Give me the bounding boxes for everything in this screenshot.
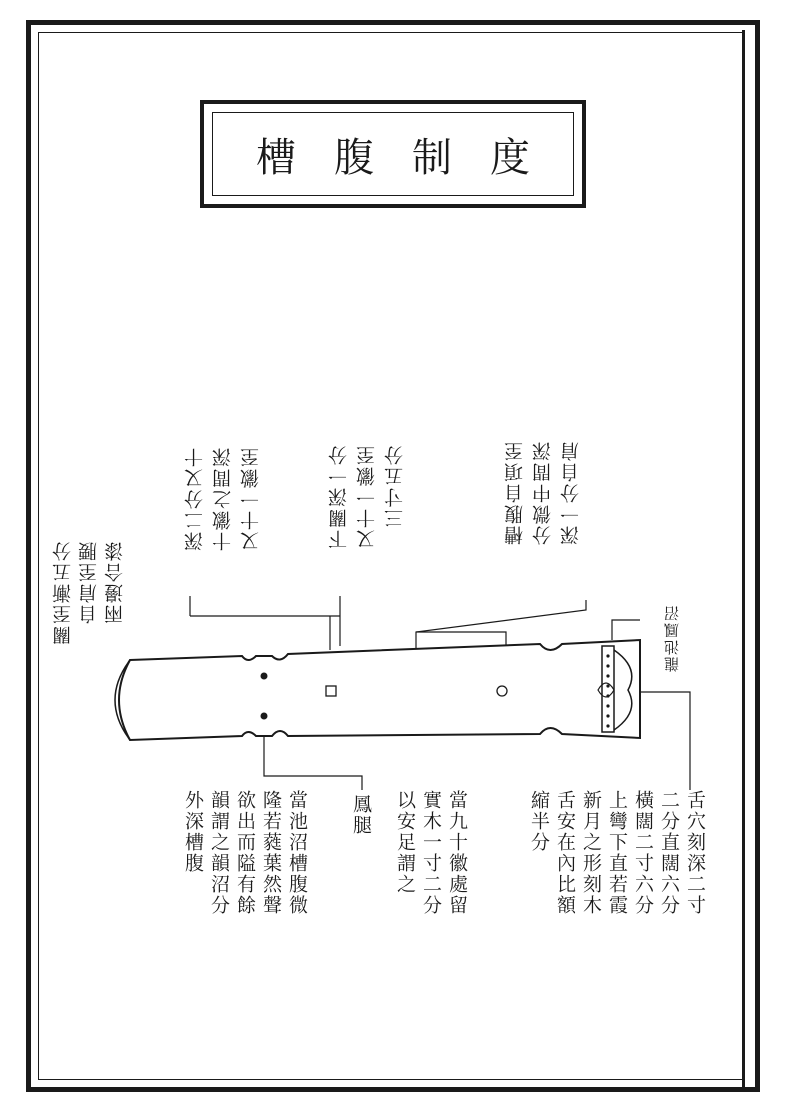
dragon-pool-mark	[326, 686, 336, 696]
tongue-note-line-3: 上彎下直若霞	[606, 790, 628, 916]
top-note-a-line-2: 槽腹自項至	[504, 440, 526, 545]
left-note-line-0: 兩邊合漆	[104, 540, 126, 624]
leader-lines-bottom	[264, 692, 690, 790]
top-note-b-line-0: 三寸五分	[384, 444, 406, 528]
tongue-crescent	[614, 650, 632, 730]
pool-note-line-2: 欲出而隘有餘	[234, 790, 256, 916]
top-note-b-line-1: 又十一徽至	[356, 444, 378, 549]
foot-label-line-0: 鳳腿	[350, 794, 372, 836]
tail-curve	[115, 660, 130, 740]
tongue-note-line-5: 舌安在內比額	[554, 790, 576, 916]
page-title: 槽腹制度	[256, 134, 568, 181]
head-label: 龍池鳳沼	[663, 604, 681, 672]
tongue-slot	[602, 646, 614, 732]
tongue-dots	[606, 654, 609, 727]
top-note-c-line-2: 深二分又十	[184, 446, 206, 551]
foot-dot-top	[261, 673, 268, 680]
leader-a	[416, 600, 586, 648]
ninth-hui-note-line-1: 實木一寸二分	[420, 790, 442, 916]
left-note-line-2: 關至漸五分	[52, 540, 74, 645]
top-note-c-line-0: 又十一徽至	[240, 446, 262, 551]
tongue-note-line-6: 縮半分	[528, 790, 550, 853]
top-note-c-line-1: 十徽之間深	[212, 446, 234, 551]
pool-note-line-3: 韻謂之韻沼分	[208, 790, 230, 916]
ninth-hui-note-line-2: 以安足謂之	[394, 790, 416, 895]
left-note-line-1: 自肩至腰	[78, 540, 100, 624]
pool-note-line-4: 外深槽腹	[182, 790, 204, 874]
tongue-note-line-0: 舌穴刻深二寸	[684, 790, 706, 916]
leader-head	[612, 620, 640, 640]
leader-pool	[264, 736, 362, 790]
ninth-hui-note-line-0: 當九十徽處留	[446, 790, 468, 916]
top-note-b-line-2: 下關深一分	[328, 444, 350, 549]
pool-note-line-1: 隆若蕤葉然聲	[260, 790, 282, 916]
leader-tongue	[640, 692, 690, 790]
qin-body-outline	[119, 640, 640, 740]
leader-lines-top	[190, 596, 640, 650]
tongue-note-line-1: 二分直闊六分	[658, 790, 680, 916]
tongue-note-line-4: 新月之形刻木	[580, 790, 602, 916]
leader-a2	[416, 632, 506, 646]
phoenix-pool-mark	[497, 686, 507, 696]
tongue-note-line-2: 橫闊二寸六分	[632, 790, 654, 916]
top-note-a-line-1: 分微中間深	[532, 440, 554, 545]
tongue-crescent-inner	[598, 683, 614, 697]
foot-dot-bottom	[261, 713, 268, 720]
pool-note-line-0: 當池沼槽腹微	[286, 790, 308, 916]
top-note-a-line-0: 深一分自肩	[560, 440, 582, 545]
